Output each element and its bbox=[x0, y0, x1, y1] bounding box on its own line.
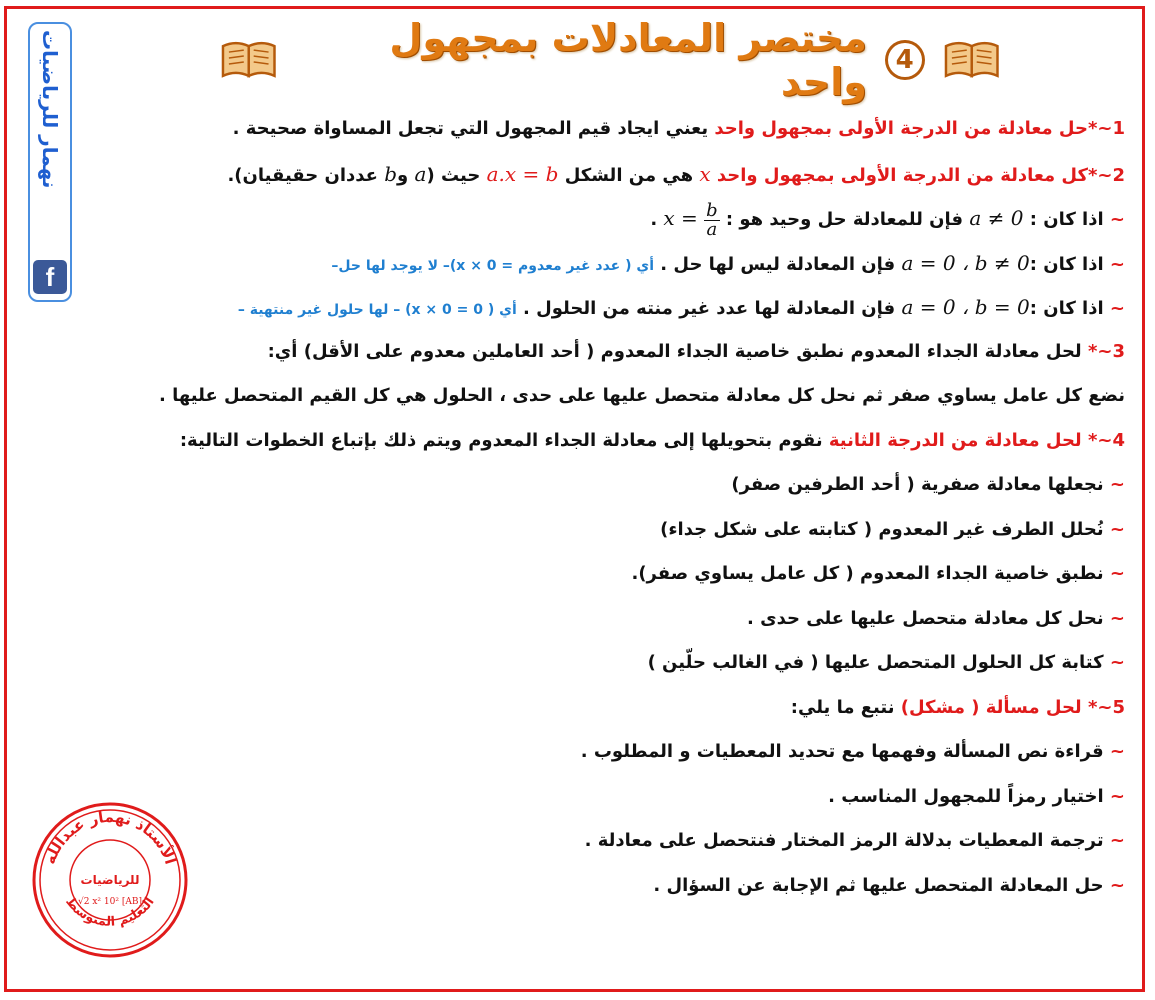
condition: a = 0 ، b = 0 bbox=[901, 295, 1030, 319]
item-marker: ~ bbox=[1109, 785, 1125, 807]
body-text: نضع كل عامل يساوي صفر ثم نحل كل معادلة متحصل عليها على حدى ، الحلول هي كل القيم المتحصل عليها . bbox=[159, 385, 1125, 406]
general-form-line bbox=[95, 157, 1125, 202]
svg-text:التعليم المتوسط: التعليم المتوسط bbox=[62, 894, 158, 930]
body-text: فإن المعادلة ليس لها حل . bbox=[654, 253, 902, 275]
item-marker: 1~* bbox=[1087, 118, 1125, 139]
svg-text:للرياضيات: للرياضيات bbox=[80, 873, 140, 887]
step-line bbox=[95, 513, 1125, 558]
quadratic-line bbox=[95, 424, 1125, 469]
body-text: اذا كان : bbox=[1029, 298, 1110, 319]
body-text: . bbox=[650, 209, 664, 230]
zero-product-rule bbox=[95, 379, 1125, 424]
body-text: نُحلل الطرف غير المعدوم ( كتابته على شكل جداء) bbox=[660, 518, 1110, 540]
item-marker: ~ bbox=[1109, 209, 1125, 230]
step-line bbox=[95, 824, 1125, 869]
item-marker: ~ bbox=[1109, 474, 1125, 495]
body-text: يعني ايجاد قيم المجهول التي تجعل المساواة صحيحة . bbox=[232, 118, 715, 139]
body-text: هي من الشكل bbox=[558, 164, 700, 186]
item-marker: ~ bbox=[1109, 830, 1125, 851]
step-line bbox=[95, 869, 1125, 914]
coef-b: b bbox=[384, 161, 398, 186]
book-icon bbox=[220, 40, 277, 80]
item-marker: 2~* bbox=[1087, 164, 1125, 186]
facebook-icon[interactable]: f bbox=[33, 260, 67, 294]
item-marker: ~ bbox=[1109, 874, 1125, 896]
variable-x: x bbox=[699, 161, 711, 186]
case-line bbox=[95, 201, 1125, 246]
body-text: حل المعادلة المتحصل عليها ثم الإجابة عن السؤال . bbox=[653, 874, 1110, 896]
body-text: قراءة نص المسألة وفهمها مع تحديد المعطيات و المطلوب . bbox=[580, 741, 1110, 762]
teacher-stamp bbox=[30, 800, 190, 960]
body-text: و bbox=[397, 164, 415, 186]
fraction: $\frac{b}{a}$ bbox=[706, 199, 718, 240]
body-text: نجعلها معادلة صفرية ( أحد الطرفين صفر) bbox=[731, 474, 1110, 495]
highlight-text: لحل معادلة من الدرجة الثانية bbox=[828, 429, 1088, 451]
page-title bbox=[220, 16, 1000, 104]
problem-line bbox=[95, 691, 1125, 736]
body-text: نحل كل معادلة متحصل عليها على حدى . bbox=[747, 607, 1110, 629]
body-text: اذا كان : bbox=[1029, 253, 1110, 275]
highlight-text: كل معادلة من الدرجة الأولى بمجهول واحد bbox=[716, 164, 1088, 186]
item-marker: ~ bbox=[1109, 298, 1125, 319]
body-text: اختيار رمزاً للمجهول المناسب . bbox=[828, 785, 1110, 807]
highlight-text: حل معادلة من الدرجة الأولى بمجهول واحد bbox=[714, 118, 1088, 139]
zero-product-line bbox=[95, 335, 1125, 380]
solution-x: x = bbox=[663, 206, 698, 230]
side-banner bbox=[28, 22, 72, 302]
book-icon bbox=[943, 40, 1000, 80]
note-text: أي ( عدد غير معدوم = x × 0)– لا يوجد لها حل– bbox=[331, 257, 654, 274]
step-line bbox=[95, 468, 1125, 513]
body-text: نطبق خاصية الجداء المعدوم ( كل عامل يساوي صفر). bbox=[631, 563, 1110, 584]
definition-line bbox=[95, 112, 1125, 157]
item-marker: ~ bbox=[1109, 741, 1125, 762]
case-line bbox=[95, 290, 1125, 335]
body-text: حيث ( bbox=[426, 164, 487, 186]
body-text: فإن للمعادلة حل وحيد هو : bbox=[719, 209, 970, 230]
body-text: ترجمة المعطيات بدلالة الرمز المختار فنتحصل على معادلة . bbox=[584, 830, 1110, 851]
body-text: نقوم بتحويلها إلى معادلة الجداء المعدوم ويتم ذلك بإتباع الخطوات التالية: bbox=[179, 429, 829, 451]
title-number: 4 bbox=[885, 40, 925, 80]
coef-a: a bbox=[414, 161, 427, 186]
step-line bbox=[95, 735, 1125, 780]
side-banner-text: نهمار للرياضيات bbox=[38, 30, 62, 189]
condition: a ≠ 0 bbox=[969, 206, 1024, 230]
item-marker: ~ bbox=[1109, 607, 1125, 629]
highlight-text: لحل مسألة ( مشكل) bbox=[900, 696, 1088, 718]
item-marker: 4~* bbox=[1087, 429, 1125, 451]
body-text: فإن المعادلة لها عدد غير منته من الحلول . bbox=[516, 298, 902, 319]
step-line bbox=[95, 780, 1125, 825]
title-text: مختصر المعادلات بمجهول واحد bbox=[389, 16, 867, 104]
item-marker: 5~* bbox=[1087, 696, 1125, 718]
item-marker: ~ bbox=[1109, 253, 1125, 275]
item-marker: ~ bbox=[1109, 652, 1125, 673]
body-text: لحل معادلة الجداء المعدوم نطبق خاصية الجداء المعدوم ( أحد العاملين معدوم على الأقل) أي: bbox=[267, 340, 1088, 362]
item-marker: 3~* bbox=[1087, 340, 1125, 362]
body-text: نتبع ما يلي: bbox=[790, 696, 901, 718]
svg-text:√2 x² 10² [AB]: √2 x² 10² [AB] bbox=[78, 897, 142, 907]
item-marker: ~ bbox=[1109, 518, 1125, 540]
item-marker: ~ bbox=[1109, 563, 1125, 584]
step-line bbox=[95, 602, 1125, 647]
condition: a = 0 ، b ≠ 0 bbox=[901, 250, 1030, 275]
equation-form: a.x = b bbox=[486, 161, 559, 186]
svg-text:الأستاذ نهمار عبدالله: الأستاذ نهمار عبدالله bbox=[40, 807, 180, 867]
note-text: أي ( 0 = x × 0) – لها حلول غير منتهية – bbox=[237, 302, 517, 318]
body-text: اذا كان : bbox=[1023, 209, 1110, 230]
step-line bbox=[95, 557, 1125, 602]
step-line bbox=[95, 646, 1125, 691]
case-line bbox=[95, 246, 1125, 291]
content bbox=[95, 112, 1125, 913]
body-text: عددان حقيقيان). bbox=[227, 164, 385, 186]
body-text: كتابة كل الحلول المتحصل عليها ( في الغالب حلّين ) bbox=[647, 652, 1110, 673]
